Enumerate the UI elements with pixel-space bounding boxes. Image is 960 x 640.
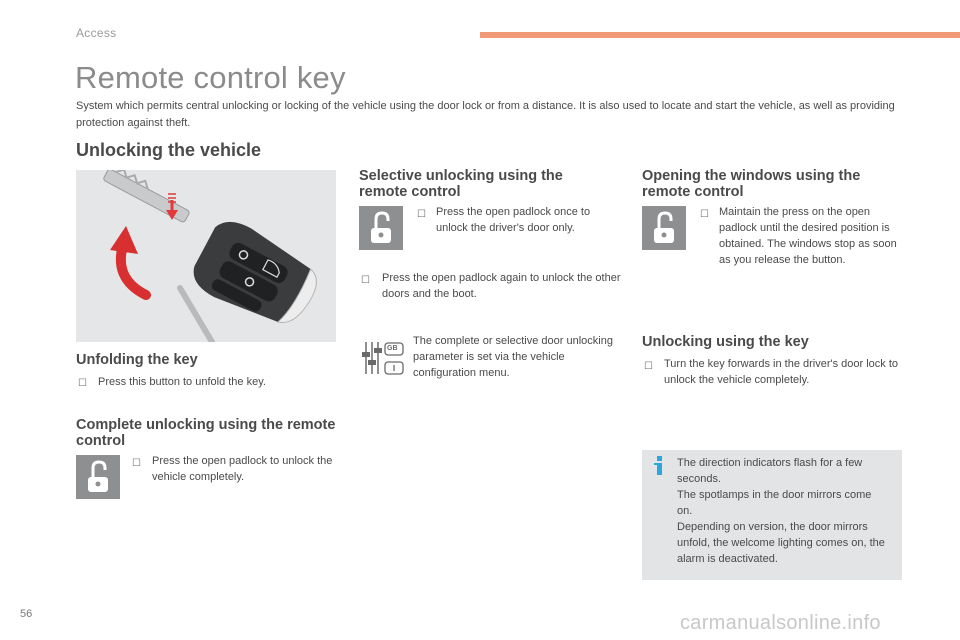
complete-unlocking-heading: Complete unlocking using the remote control	[76, 417, 336, 449]
remote-key-icon	[76, 170, 336, 342]
config-note: The complete or selective door unlocking parameter is set via the vehicle configuration menu.	[413, 335, 613, 379]
intro-paragraph: System which permits central unlocking or locking of the vehicle using the door lock or from a distance. It is also used to locate and start the vehicle, as well as providing protection against theft.	[76, 100, 895, 129]
open-padlock-icon	[359, 206, 403, 250]
selective-unlocking-text-1: Press the open padlock once to unlock the driver's door only.	[436, 206, 591, 234]
section-label: Access	[76, 26, 117, 40]
bullet-marker: ☐	[78, 378, 87, 389]
config-icon-label: GB	[387, 345, 398, 352]
complete-unlocking-text: Press the open padlock to unlock the vehicle completely.	[152, 455, 333, 483]
bullet-marker: ☐	[361, 275, 370, 286]
info-line-1: The direction indicators flash for a few seconds.	[677, 457, 863, 485]
unfolding-text: Press this button to unfold the key.	[98, 376, 266, 388]
key-unlocking-heading: Unlocking using the key	[642, 334, 809, 350]
open-padlock-icon	[642, 206, 686, 250]
watermark: carmanualsonline.info	[680, 612, 881, 634]
bullet-marker: ☐	[132, 458, 141, 469]
windows-text: Maintain the press on the open padlock until the desired position is obtained. The windows stop as soon as you release the button.	[719, 206, 897, 266]
key-unlocking-text: Turn the key forwards in the driver's door lock to unlock the vehicle completely.	[664, 358, 899, 386]
unfolding-heading: Unfolding the key	[76, 352, 198, 368]
open-padlock-icon	[76, 455, 120, 499]
bullet-marker: ☐	[644, 361, 653, 372]
header-accent-bar	[480, 32, 960, 38]
configuration-menu-icon	[360, 338, 406, 378]
info-line-3: Depending on version, the door mirrors unfold, the welcome lighting comes on, the alarm is deactivated.	[677, 521, 885, 565]
windows-heading: Opening the windows using the remote control	[642, 168, 861, 200]
key-illustration	[76, 170, 336, 342]
info-text	[677, 455, 895, 567]
section-heading: Unlocking the vehicle	[76, 140, 262, 160]
bullet-marker: ☐	[700, 209, 709, 220]
page-title: Remote control key	[75, 60, 346, 95]
info-icon	[652, 455, 668, 477]
info-line-2: The spotlamps in the door mirrors come on.	[677, 489, 872, 517]
selective-unlocking-text-2: Press the open padlock again to unlock the other doors and the boot.	[382, 272, 621, 300]
page-number: 56	[20, 608, 33, 620]
selective-unlocking-heading: Selective unlocking using the remote control	[359, 168, 563, 200]
bullet-marker: ☐	[417, 209, 426, 220]
